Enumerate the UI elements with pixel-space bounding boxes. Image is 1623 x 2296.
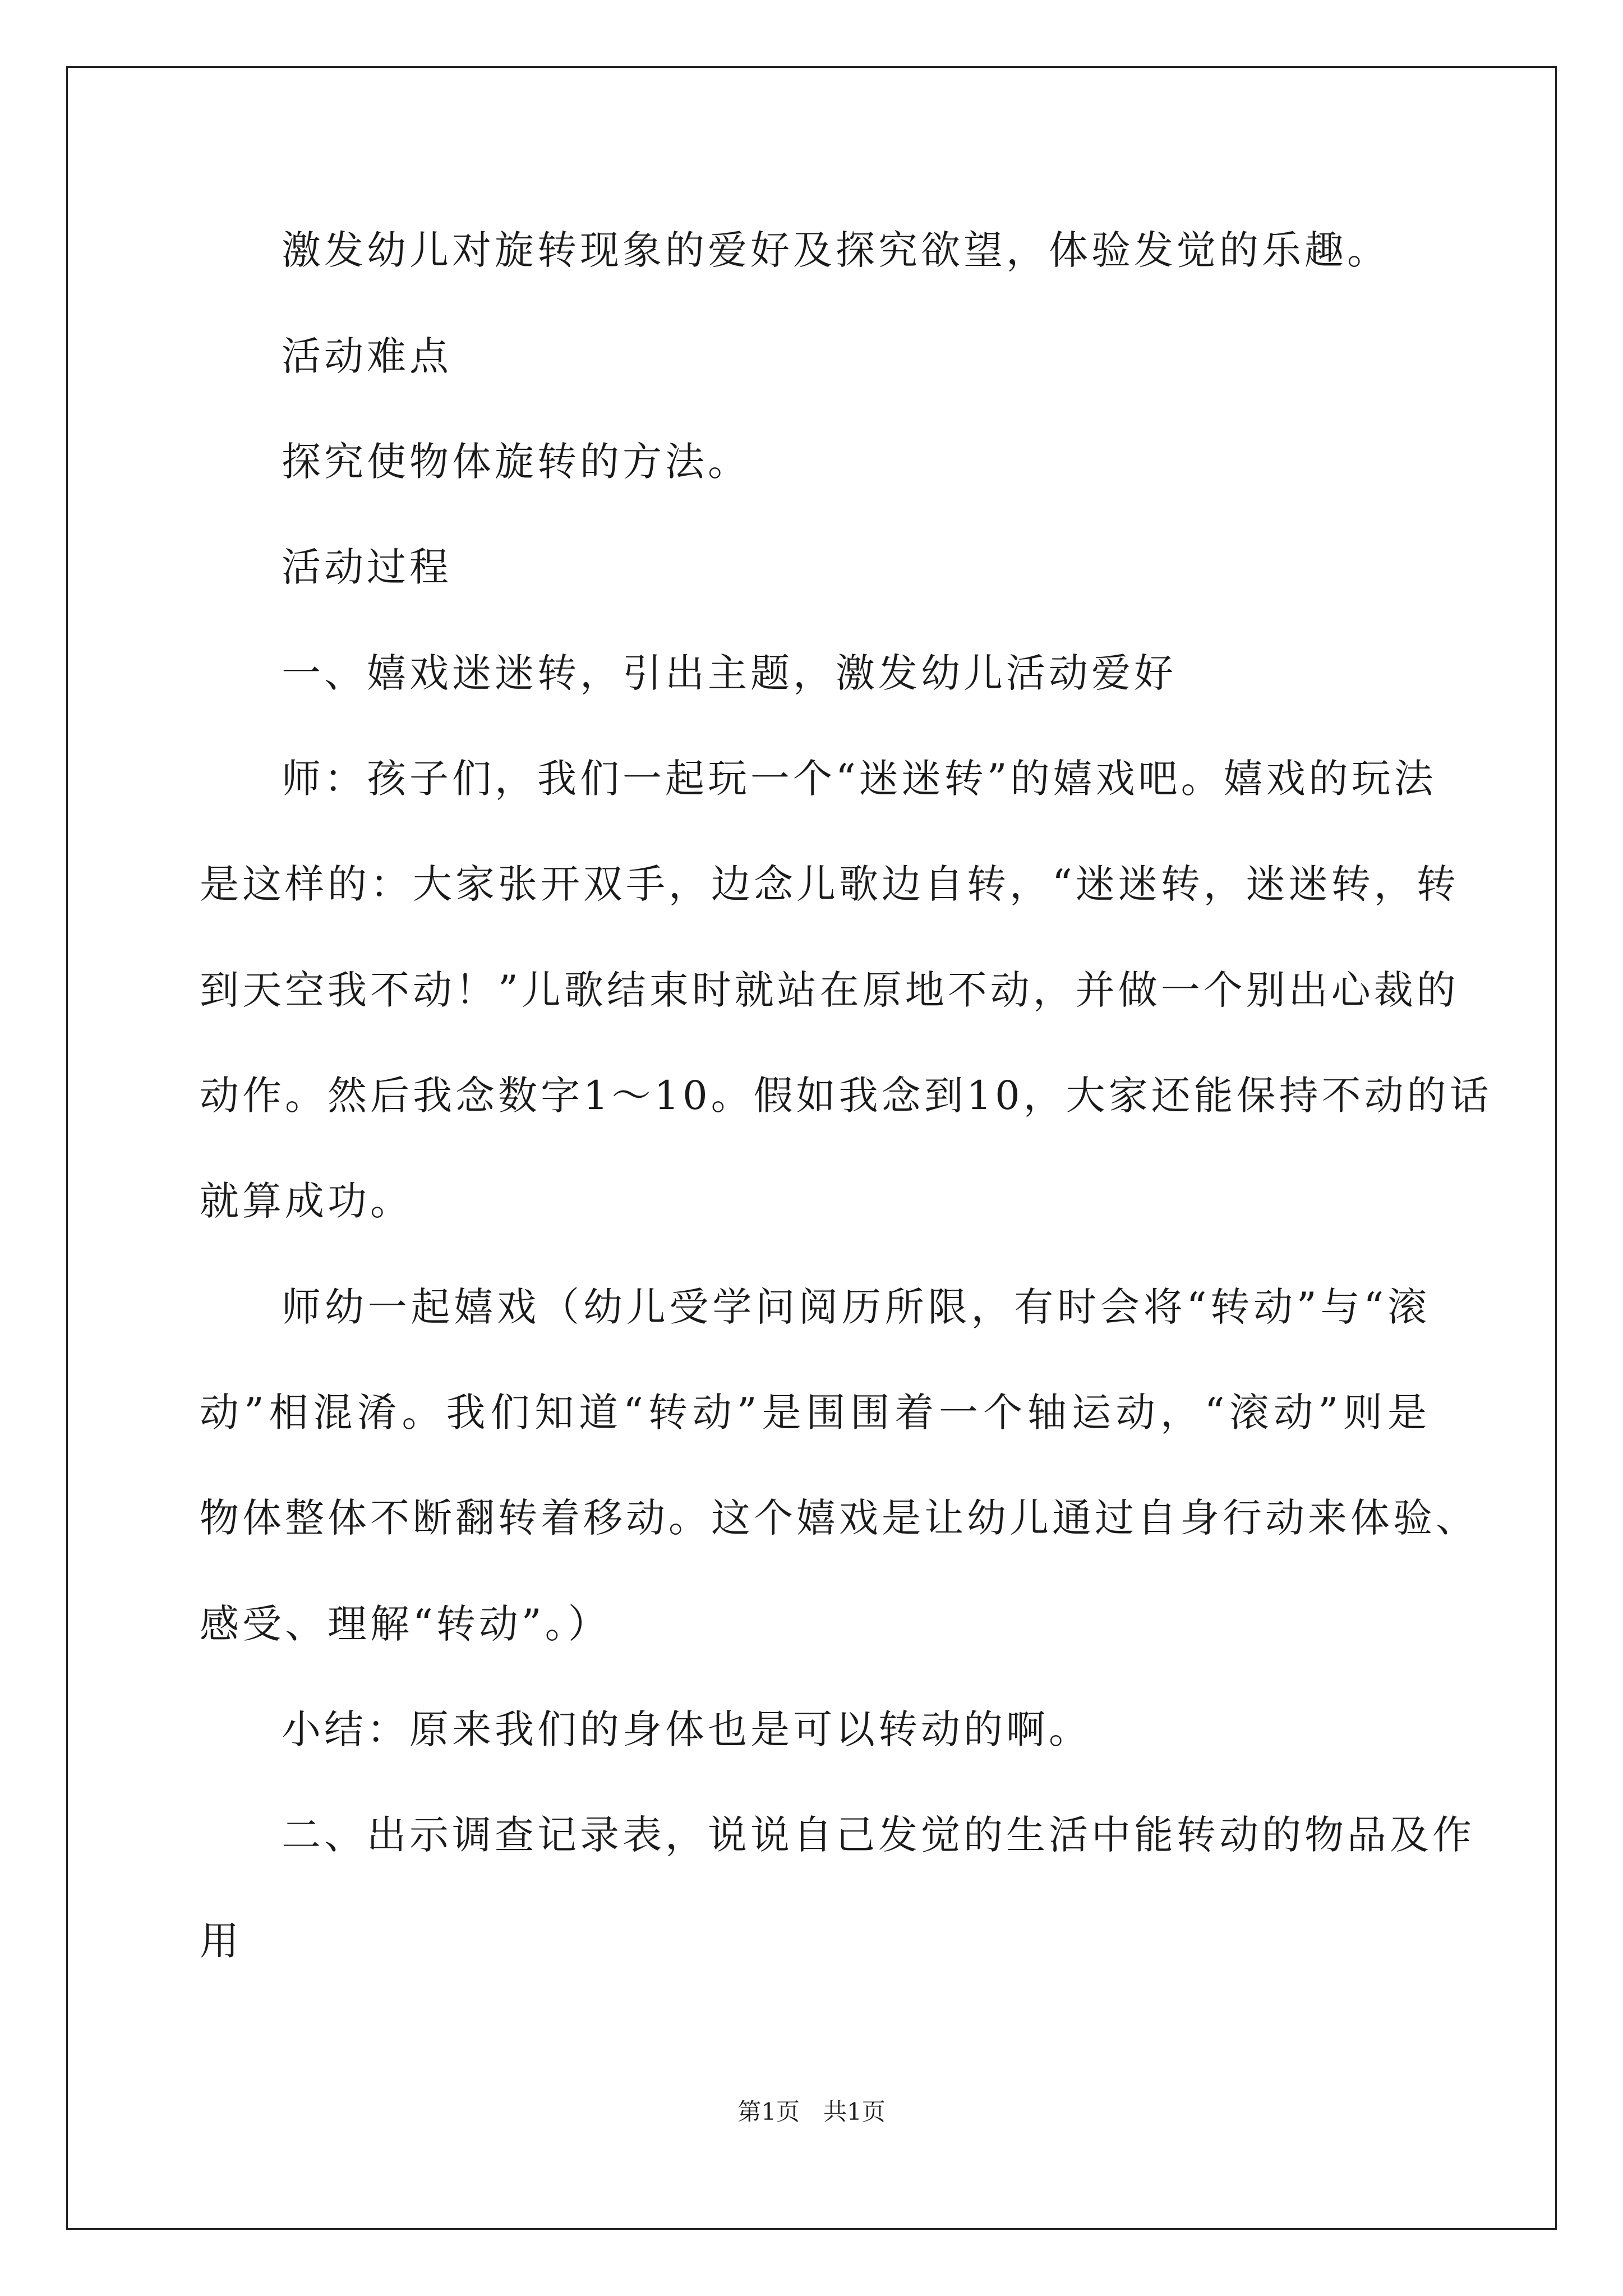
paragraph-line: 感受、理解“转动”。） (200, 1601, 611, 1647)
paragraph-line: 师：孩子们，我们一起玩一个“迷迷转”的嬉戏吧。嬉戏的玩法 (282, 756, 1437, 802)
paragraph-line: 小结：原来我们的身体也是可以转动的啊。 (282, 1706, 1091, 1752)
paragraph-line: 就算成功。 (200, 1178, 413, 1224)
section-heading: 用 (200, 1918, 242, 1964)
page-border (66, 66, 1557, 2230)
section-heading: 活动难点 (282, 333, 452, 379)
section-heading: 一、嬉戏迷迷转，引出主题，激发幼儿活动爱好 (282, 650, 1177, 696)
paragraph-line: 物体整体不断翻转着移动。这个嬉戏是让幼儿通过自身行动来体验、 (200, 1495, 1478, 1541)
section-heading: 活动过程 (282, 544, 452, 590)
paragraph-line: 激发幼儿对旋转现象的爱好及探究欲望，体验发觉的乐趣。 (282, 227, 1390, 273)
paragraph-line: 到天空我不动！”儿歌结束时就站在原地不动，并做一个别出心裁的 (200, 967, 1459, 1013)
section-heading: 二、出示调查记录表，说说自己发觉的生活中能转动的物品及作 (282, 1812, 1475, 1858)
page-footer (0, 2095, 1623, 2129)
paragraph-line: 探究使物体旋转的方法。 (282, 439, 750, 485)
paragraph-line: 动”相混淆。我们知道“转动”是围围着一个轴运动，“滚动”则是 (200, 1389, 1430, 1435)
paragraph-line: 是这样的：大家张开双手，边念儿歌边自转，“迷迷转，迷迷转，转 (200, 861, 1459, 907)
page-number-label: 第1页 共1页 (737, 2098, 886, 2125)
paragraph-line: 师幼一起嬉戏（幼儿受学问阅历所限，有时会将“转动”与“滚 (282, 1284, 1430, 1330)
paragraph-line: 动作。然后我念数字1～10。假如我念到10，大家还能保持不动的话 (200, 1073, 1492, 1119)
